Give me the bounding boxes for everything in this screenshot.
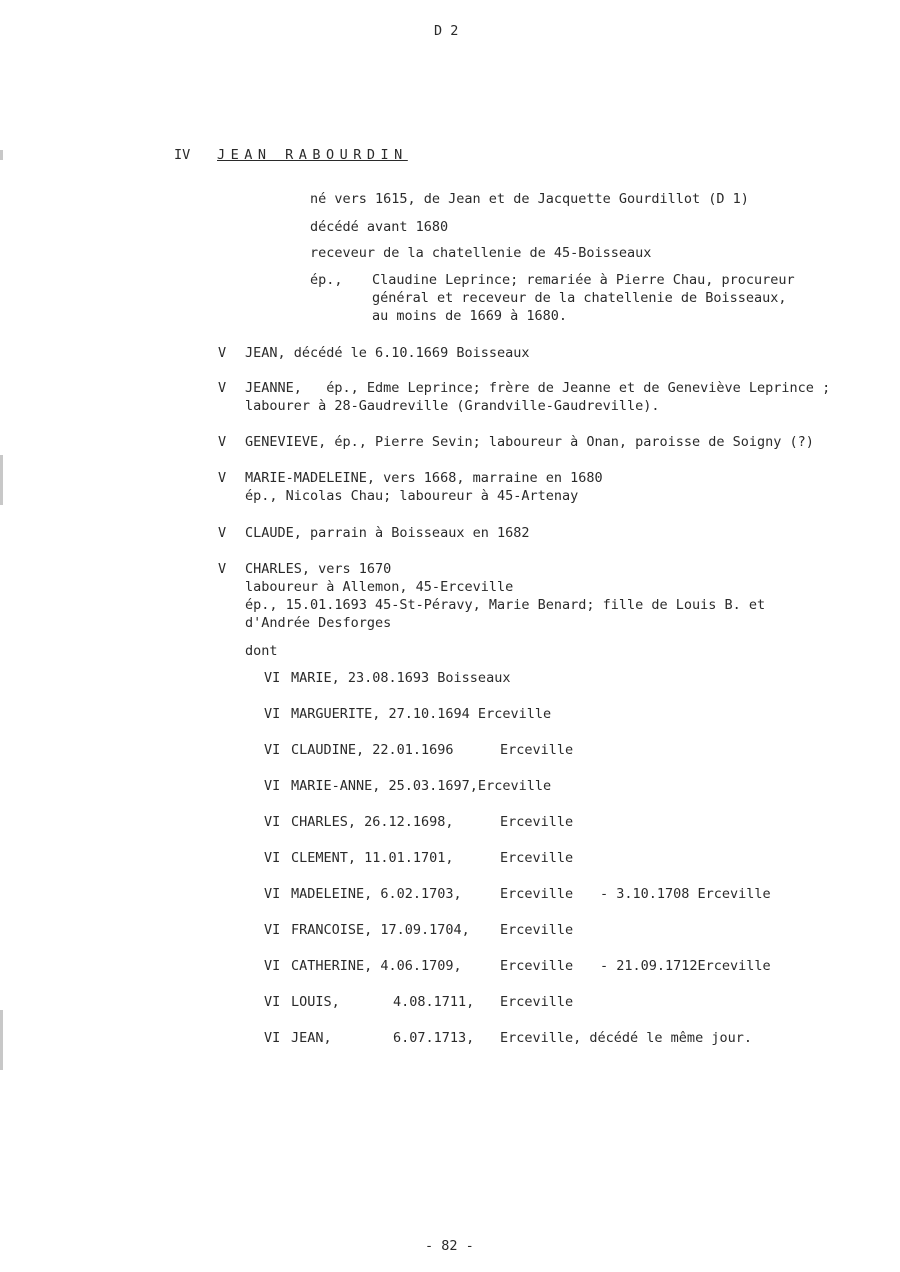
- grandchild-place: Erceville: [500, 886, 574, 902]
- spouse-line: au moins de 1669 à 1680.: [372, 308, 568, 324]
- child-generation: V: [218, 470, 227, 486]
- scan-edge-mark: [0, 1010, 3, 1070]
- grandchild-generation: VI: [264, 850, 281, 866]
- grandchild-place: Erceville: [500, 814, 574, 830]
- child-entry: JEANNE, ép., Edme Leprince; frère de Jeanne et de Geneviève Leprince ;: [245, 380, 831, 396]
- spouse-line: général et receveur de la chatellenie de Boisseaux,: [372, 290, 787, 306]
- child-generation: V: [218, 345, 227, 361]
- grandchild-place: Erceville: [500, 994, 574, 1010]
- grandchild-entry: MARIE, 23.08.1693 Boisseaux: [291, 670, 511, 686]
- grandchild-entry: MARIE-ANNE, 25.03.1697,Erceville: [291, 778, 552, 794]
- grandchild-place: Erceville: [500, 922, 574, 938]
- child-generation: V: [218, 525, 227, 541]
- grandchild-generation: VI: [264, 1030, 281, 1046]
- child-entry: CLAUDE, parrain à Boisseaux en 1682: [245, 525, 530, 541]
- child-entry: d'Andrée Desforges: [245, 615, 392, 631]
- grandchild-place: Erceville: [500, 742, 574, 758]
- child-entry: ép., Nicolas Chau; laboureur à 45-Artenay: [245, 488, 579, 504]
- grandchild-generation: VI: [264, 778, 281, 794]
- grandchild-place: Erceville: [500, 850, 574, 866]
- grandchild-generation: VI: [264, 886, 281, 902]
- dont-label: dont: [245, 643, 278, 659]
- child-entry: MARIE-MADELEINE, vers 1668, marraine en 1680: [245, 470, 603, 486]
- grandchild-generation: VI: [264, 922, 281, 938]
- grandchild-death: - 21.09.1712Erceville: [600, 958, 771, 974]
- child-entry: JEAN, décédé le 6.10.1669 Boisseaux: [245, 345, 530, 361]
- child-entry: labourer à 28-Gaudreville (Grandville-Gaudreville).: [245, 398, 660, 414]
- grandchild-entry: JEAN,: [291, 1030, 332, 1046]
- document-code: D 2: [434, 23, 459, 39]
- grandchild-generation: VI: [264, 958, 281, 974]
- spouse-label: ép.,: [310, 272, 343, 288]
- grandchild-generation: VI: [264, 994, 281, 1010]
- grandchild-entry: CATHERINE, 4.06.1709,: [291, 958, 462, 974]
- grandchild-generation: VI: [264, 670, 281, 686]
- scan-edge-mark: [0, 150, 3, 160]
- death-line: décédé avant 1680: [310, 219, 449, 235]
- occupation-line: receveur de la chatellenie de 45-Boisseaux: [310, 245, 652, 261]
- child-entry: GENEVIEVE, ép., Pierre Sevin; laboureur à Onan, paroisse de Soigny (?): [245, 434, 814, 450]
- grandchild-generation: VI: [264, 814, 281, 830]
- grandchild-place: Erceville: [500, 958, 574, 974]
- child-entry: ép., 15.01.1693 45-St-Péravy, Marie Benard; fille de Louis B. et: [245, 597, 766, 613]
- grandchild-entry: FRANCOISE, 17.09.1704,: [291, 922, 470, 938]
- grandchild-generation: VI: [264, 706, 281, 722]
- grandchild-date: 4.08.1711,: [393, 994, 475, 1010]
- child-generation: V: [218, 561, 227, 577]
- child-entry: CHARLES, vers 1670: [245, 561, 392, 577]
- grandchild-entry: CHARLES, 26.12.1698,: [291, 814, 454, 830]
- generation-label: IV: [174, 147, 191, 163]
- child-entry: laboureur à Allemon, 45-Erceville: [245, 579, 514, 595]
- birth-line: né vers 1615, de Jean et de Jacquette Gourdillot (D 1): [310, 191, 749, 207]
- grandchild-entry: MARGUERITE, 27.10.1694 Erceville: [291, 706, 552, 722]
- grandchild-entry: CLEMENT, 11.01.1701,: [291, 850, 454, 866]
- grandchild-generation: VI: [264, 742, 281, 758]
- grandchild-date: 6.07.1713,: [393, 1030, 475, 1046]
- grandchild-entry: CLAUDINE, 22.01.1696: [291, 742, 454, 758]
- person-name: JEAN RABOURDIN: [217, 147, 408, 163]
- child-generation: V: [218, 434, 227, 450]
- grandchild-death: - 3.10.1708 Erceville: [600, 886, 771, 902]
- grandchild-entry: MADELEINE, 6.02.1703,: [291, 886, 462, 902]
- scan-edge-mark: [0, 455, 3, 505]
- page-number: - 82 -: [425, 1238, 474, 1254]
- child-generation: V: [218, 380, 227, 396]
- grandchild-entry: LOUIS,: [291, 994, 340, 1010]
- grandchild-place: Erceville, décédé le même jour.: [500, 1030, 752, 1046]
- spouse-line: Claudine Leprince; remariée à Pierre Chau, procureur: [372, 272, 795, 288]
